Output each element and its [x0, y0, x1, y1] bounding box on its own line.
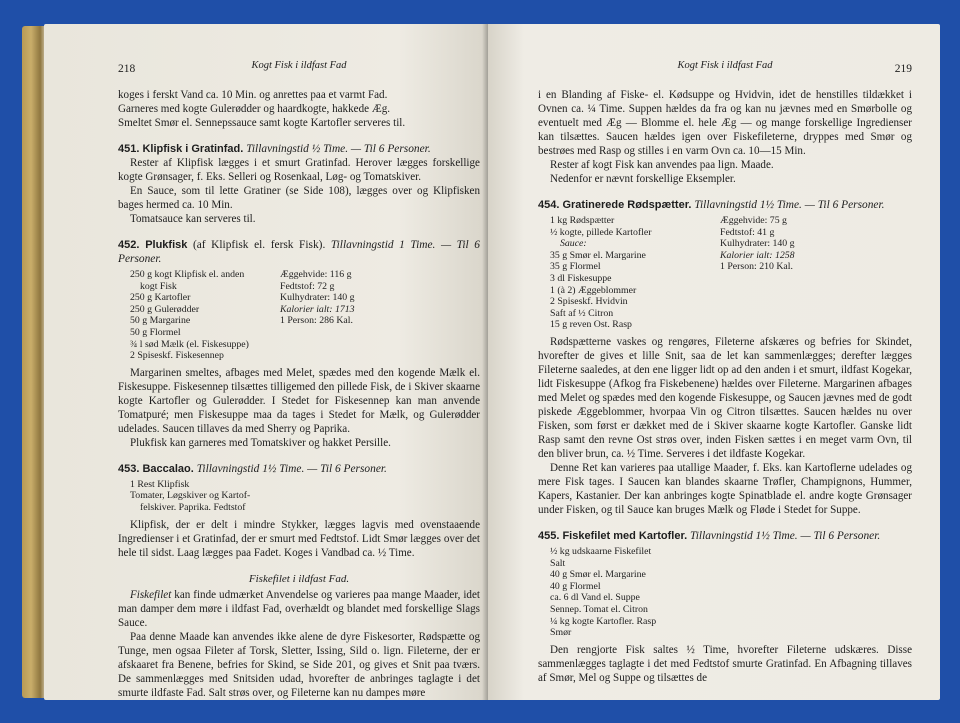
paragraph: En Sauce, som til lette Gratiner (se Side 108), lægges over og Klipfisken bages hermed ca. 10 Min.: [118, 185, 480, 211]
paragraph: Den rengjorte Fisk saltes ½ Time, hvorefter Fileterne udskæres. Disse sammenlægges taglagte i det med Fedtstof smurte Gratinfad. En Afbagning tillaves af Smør, Mel og Suppe og tilsættes de: [538, 643, 912, 684]
recipe-heading: [118, 238, 480, 266]
recipe-title-rest: (af Klipfisk el. fersk Fisk).: [192, 239, 326, 251]
ingredient-item: 35 g Flormel: [550, 261, 601, 273]
ingredient-item: 1 (à 2) Æggeblommer: [550, 284, 637, 296]
ingredient-item: 250 g Kartofler: [130, 292, 191, 304]
ingredient-list: [550, 546, 912, 639]
recipe-title: 455. Fiskefilet med Kartofler.: [538, 529, 688, 542]
running-title-right: Kogt Fisk i ildfast Fad: [677, 60, 773, 71]
paragraph: Rødspætterne vaskes og rengøres, Fileterne afskæres og befries for Skindet, hvorefter de gives et lille Snit, saa de let kan sammenlægges; derefter lægges Fileterne saaledes, at den ene ligger lidt op ad den anden i et smurt, ildfast Kogekar, lidt Fiskesuppe (Afkog fra Fiskebenene) hældes over Fileterne. Margarinen afbages med Melet og spædes med den kogende Fiskesuppe, og Saucen jævnes med de godt piskede Æggeblommer, hvorpaa Vin og Citron tilsættes. Saucen hældes nu over Fisken, som først er dækket med de i Skiver skaarne kogte Kartofler. Ganske lidt Rasp samt den revne Ost strøs over, inden Fisken sættes i en meget varm Ovn, til den bliver brun, ca. ½ Time. Serveres i det ildfaste Kogekar.: [538, 335, 912, 460]
right-page-content: [538, 62, 912, 685]
nutrition-item: 1 Person: 286 Kal.: [280, 315, 353, 327]
ingredient-item: kogt Fisk: [140, 280, 177, 292]
recipe-455: [538, 529, 912, 685]
nutrition-item: Kalorier ialt: 1713: [280, 303, 355, 315]
recipe-heading: [118, 462, 480, 476]
recipe-title: 451. Klipfisk i Gratinfad.: [118, 143, 244, 155]
nutrition-item: Æggehvide: 75 g: [720, 215, 787, 226]
nutrition-item: Fedtstof: 72 g: [280, 280, 335, 292]
running-title-left: Kogt Fisk i ildfast Fad: [251, 60, 347, 71]
recipe-454: [538, 198, 912, 517]
ingredient-item: 50 g Margarine: [130, 315, 191, 327]
ingredient-list: [130, 479, 480, 514]
paragraph: Denne Ret kan varieres paa utallige Maader, f. Eks. kan Kartoflerne udelades og mere Fisk tages. I Saucen kan blandes skaarne Trøfler, Champignons, Hummer, Kapers, Kastanier. Der kan anbringes kogte Spinatblade el. andre kogte Grønsager under Fisken, og til Sauce kan bruges Mælk og Fløde i Stedet for Suppe.: [538, 461, 912, 516]
ingredient-item: Saft af ½ Citron: [550, 307, 614, 319]
ingredient-item: ½ kogte, pillede Kartofler: [550, 226, 652, 238]
ingredient-list: [550, 215, 720, 331]
paragraph: Klipfisk, der er delt i mindre Stykker, lægges lagvis med ovenstaaende Ingredienser i et Gratinfad, der er smurt med Fedtstof. Lidt Smør lægges over det hele til sidst. Laag lægges paa Fadet. Koges i Vandbad ca. ½ Time.: [118, 518, 480, 559]
ingredient-item: ¼ kg kogte Kartofler. Rasp: [550, 615, 657, 627]
left-page-content: [118, 62, 480, 700]
left-page: [44, 24, 488, 700]
paragraph: Rester af kogt Fisk kan anvendes paa lign. Maade.: [550, 159, 774, 171]
paragraph: Tomatsauce kan serveres til.: [130, 213, 256, 225]
recipe-meta: Tillavningstid 1½ Time. — Til 6 Personer.: [690, 529, 881, 542]
nutrition-list: [720, 215, 912, 331]
ingredient-item: Smør: [550, 627, 572, 639]
ingredient-item: 1 Rest Klipfisk: [130, 478, 190, 490]
ingredient-table: [130, 479, 480, 514]
paragraph: Rester af Klipfisk lægges i et smurt Gratinfad. Herover lægges forskellige kogte Grønsager, f. Eks. Selleri og Rosenkaal, Løg- og Tomatskiver.: [118, 157, 480, 183]
page-number-left: 218: [118, 63, 136, 75]
intro-line: koges i ferskt Vand ca. 10 Min. og anrettes paa et varmt Fad.: [118, 89, 388, 101]
ingredient-item: Tomater, Løgskiver og Kartof-: [130, 490, 251, 502]
recipe-meta: Tillavningstid 1 Time. — Til 6 Personer.: [118, 239, 480, 265]
recipe-title: 454. Gratinerede Rødspætter.: [538, 199, 692, 211]
paragraph: [118, 588, 480, 630]
paragraph-rest: kan finde udmærket Anvendelse og varieres paa mange Maader, idet man damper dem møre i ildfast Fad, overhældt og blandet med forskellige Slags Sauce.: [118, 588, 480, 629]
paragraph: Nedenfor er nævnt forskellige Eksempler.: [550, 173, 736, 185]
paragraph: Paa denne Maade kan anvendes ikke alene de dyre Fiskesorter, Rødspætte og Tunge, men ogsaa Fileter af Torsk, Sletter, Issing, Sild o. lign. Fileterne, der er afskaaret fra Benene, befries for Skind, se Side 201, og gives et Snit paa tværs. De sammenlægges med Snitsiden udad, hvorefter de anbringes taglagte i det smurte ildfaste Fad. Salt strøs over, og Fileterne kan nu dampes møre: [118, 630, 480, 699]
recipe-title: 453. Baccalao.: [118, 462, 194, 475]
recipe-heading: [538, 198, 912, 212]
ingredient-item: ¾ l sød Mælk (el. Fiskesuppe): [130, 338, 249, 350]
paragraph: i en Blanding af Fiske- el. Kødsuppe og Hvidvin, idet de henstilles tildækket i Ovnen ca. ¼ Time. Suppen hældes da fra og kan nu jævnes med en Smørbolle og eventuelt med Æg — Blomme el. hele Æg — og mange forskellige Ingredienser kan tilsættes. Saucen hældes igen over Fiskefileterne, dryppes med Smør og bestrøes med Rasp og stilles i en varm Ovn ca. 10—15 Min.: [538, 89, 912, 157]
lead-word: Fiskefilet: [130, 588, 172, 601]
ingredient-item: ca. 6 dl Vand el. Suppe: [550, 592, 640, 604]
ingredient-item: 250 g Gulerødder: [130, 303, 200, 315]
ingredient-item: Salt: [550, 557, 566, 569]
ingredient-item: 3 dl Fiskesuppe: [550, 272, 612, 284]
ingredient-item: Sennep. Tomat el. Citron: [550, 603, 648, 615]
ingredient-item: 15 g reven Ost. Rasp: [550, 319, 632, 331]
recipe-meta: Tillavningstid 1½ Time. — Til 6 Personer.: [196, 462, 387, 475]
intro-line: Smeltet Smør el. Sennepssauce samt kogte Kartofler serveres til.: [118, 117, 406, 129]
nutrition-item: Fedtstof: 41 g: [720, 226, 775, 238]
intro-line: Garneres med kogte Gulerødder og haardkogte, hakkede Æg.: [118, 103, 391, 115]
paragraph: Plukfisk kan garneres med Tomatskiver og hakket Persille.: [130, 436, 391, 449]
ingredient-item: 40 g Flormel: [550, 580, 601, 592]
recipe-heading: [118, 142, 480, 156]
nutrition-item: Æggehvide: 116 g: [280, 269, 352, 280]
nutrition-item: Kulhydrater: 140 g: [280, 292, 355, 304]
section-title: Fiskefilet i ildfast Fad.: [248, 572, 350, 585]
recipe-meta: Tillavningstid 1½ Time. — Til 6 Personer.: [694, 199, 885, 211]
recipe-heading: [538, 529, 912, 543]
ingredient-item: 2 Spiseskf. Fiskesennep: [130, 350, 224, 362]
ingredient-item: 40 g Smør el. Margarine: [550, 569, 646, 581]
nutrition-item: Kulhydrater: 140 g: [720, 238, 795, 250]
nutrition-list: [280, 269, 480, 362]
recipe-453: [118, 462, 480, 560]
ingredient-item: 1 kg Rødspætter: [550, 215, 615, 226]
recipe-meta: Tillavningstid ½ Time. — Til 6 Personer.: [246, 143, 431, 155]
ingredient-item: Sauce:: [560, 238, 587, 250]
ingredient-item: felskiver. Paprika. Fedtstof: [140, 501, 246, 513]
ingredient-item: 2 Spiseskf. Hvidvin: [550, 296, 628, 308]
ingredient-table: [550, 546, 912, 639]
page-number-right: 219: [894, 63, 912, 75]
recipe-451: [118, 142, 480, 226]
right-running-head: [538, 62, 912, 82]
ingredient-item: 50 g Flormel: [130, 326, 181, 338]
nutrition-item: Kalorier ialt: 1258: [720, 249, 795, 261]
ingredient-table: [550, 215, 912, 331]
nutrition-item: 1 Person: 210 Kal.: [720, 261, 793, 273]
recipe-title: 452. Plukfisk: [118, 239, 188, 251]
ingredient-list: [130, 269, 280, 362]
left-running-head: [118, 62, 480, 82]
paragraph: Margarinen smeltes, afbages med Melet, spædes med den kogende Mælk el. Fiskesuppe. Fiskesennep tilsættes tilligemed den pillede Fisk, de i Skiver skaarne kogte Kartofler og Gulerødder. I Stedet for Fiskesennep kan man anvende Tomatpuré; men Fiskesuppe maa da tages i Stedet for Mælk, og Gulerødder udelades. Saucen tillaves da med Sherry og Paprika.: [118, 366, 480, 435]
ingredient-item: 35 g Smør el. Margarine: [550, 249, 646, 261]
ingredient-table: [130, 269, 480, 362]
right-page: [488, 24, 940, 700]
ingredient-item: ½ kg udskaarne Fiskefilet: [550, 545, 652, 557]
ingredient-item: 250 g kogt Klipfisk el. anden: [130, 269, 245, 280]
recipe-452: [118, 238, 480, 450]
